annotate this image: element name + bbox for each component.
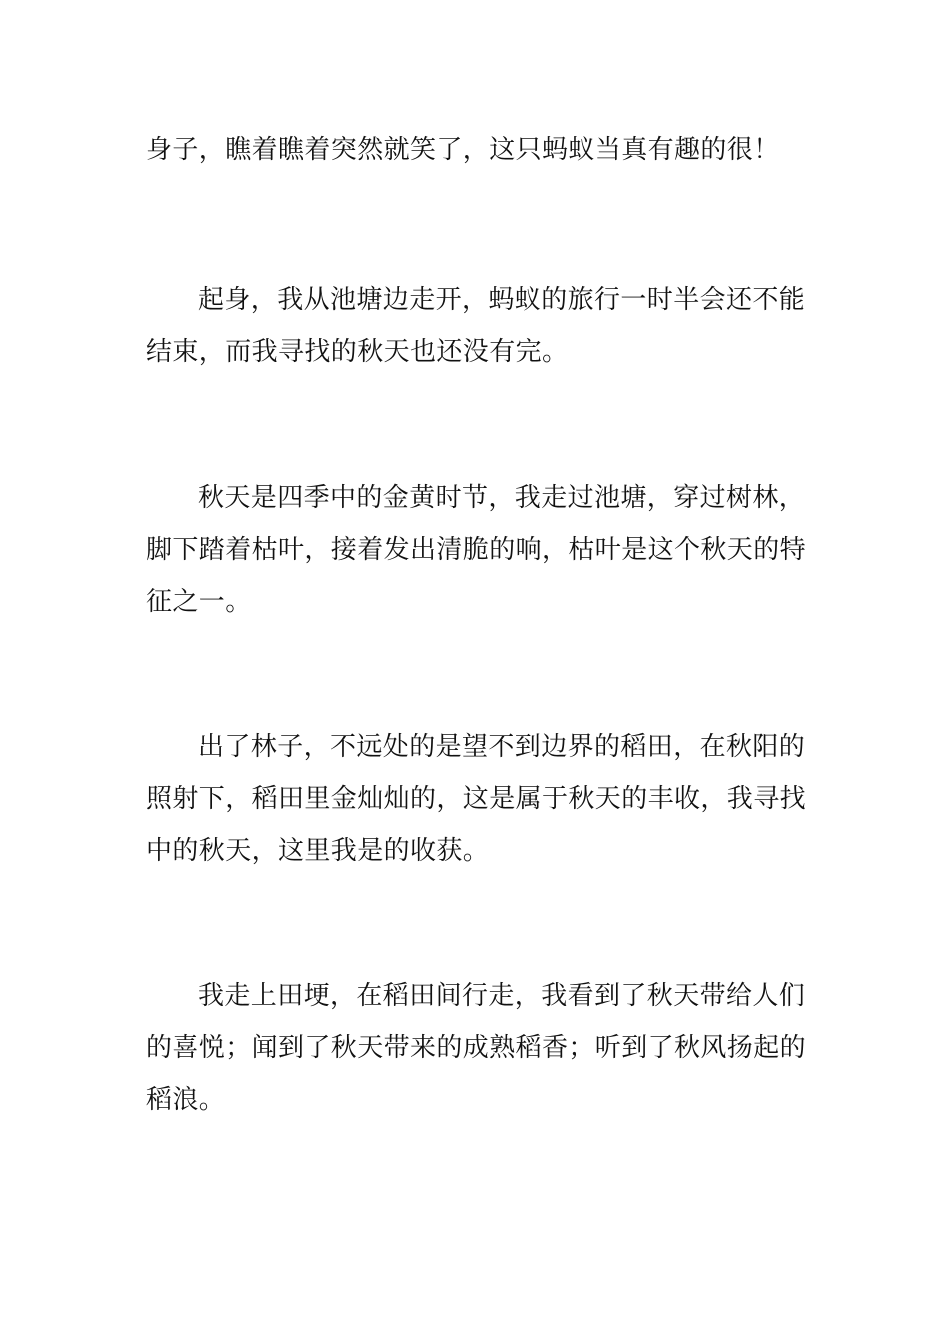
- paragraph-line: 中的秋天，这里我是的收获。: [146, 836, 490, 866]
- paragraph-line: 照射下，稻田里金灿灿的，这是属于秋天的丰收，我寻找: [146, 784, 807, 814]
- paragraph-line: 的喜悦；闻到了秋天带来的成熟稻香；听到了秋风扬起的: [146, 1033, 807, 1063]
- paragraph-2: [146, 274, 806, 378]
- paragraph-1: [146, 124, 806, 176]
- paragraph-line: 秋天是四季中的金黄时节，我走过池塘，穿过树林，: [198, 483, 806, 513]
- paragraph-line: 身子，瞧着瞧着突然就笑了，这只蚂蚁当真有趣的很！: [146, 135, 780, 165]
- paragraph-line: 稻浪。: [146, 1085, 226, 1115]
- paragraph-line: 征之一。: [146, 587, 252, 617]
- paragraph-line: 结束，而我寻找的秋天也还没有完。: [146, 337, 569, 367]
- paragraph-line: 脚下踏着枯叶，接着发出清脆的响，枯叶是这个秋天的特: [146, 535, 807, 565]
- paragraph-4: [146, 721, 806, 877]
- paragraph-3: [146, 472, 806, 628]
- paragraph-5: [146, 970, 806, 1126]
- paragraph-line: 出了林子，不远处的是望不到边界的稻田，在秋阳的: [198, 732, 806, 762]
- paragraph-line: 起身，我从池塘边走开，蚂蚁的旅行一时半会还不能: [198, 285, 806, 315]
- paragraph-line: 我走上田埂，在稻田间行走，我看到了秋天带给人们: [198, 981, 806, 1011]
